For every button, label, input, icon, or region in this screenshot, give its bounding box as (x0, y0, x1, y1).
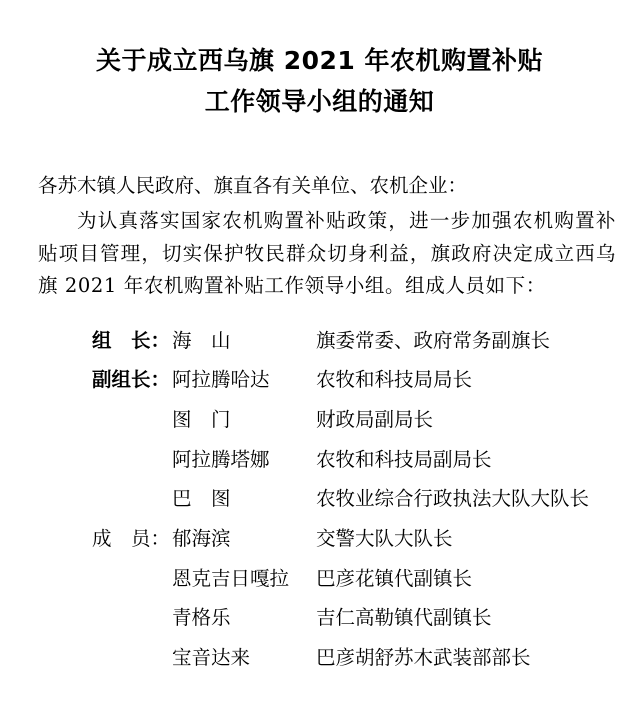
member-name: 海 山 (172, 329, 231, 352)
member-position: 农牧和科技局副局长 (316, 448, 492, 471)
member-name: 青格乐 (172, 606, 231, 629)
member-position: 巴彦花镇代副镇长 (316, 567, 473, 590)
member-row (0, 524, 639, 554)
member-position: 旗委常委、政府常务副旗长 (316, 329, 551, 352)
member-position: 农牧业综合行政执法大队大队长 (316, 487, 590, 510)
document-title-line-2: 工作领导小组的通知 (204, 87, 435, 116)
member-name: 郁海滨 (172, 527, 231, 550)
member-name: 恩克吉日嘎拉 (172, 567, 290, 590)
member-name: 巴 图 (172, 487, 231, 510)
member-row (0, 365, 639, 395)
member-role: 成 员： (92, 527, 171, 550)
document-title-line-1: 关于成立西乌旗 2021 年农机购置补贴 (96, 46, 543, 75)
body-paragraph: 为认真落实国家农机购置补贴政策，进一步加强农机购置补贴项目管理，切实保护牧民群众切身利益，旗政府决定成立西乌旗 2021 年农机购置补贴工作领导小组。组成人员如下： (38, 209, 616, 297)
member-name: 阿拉腾哈达 (172, 368, 270, 391)
member-row (0, 405, 639, 435)
member-name: 宝音达来 (172, 646, 251, 669)
member-position: 财政局副局长 (316, 408, 434, 431)
member-position: 巴彦胡舒苏木武装部部长 (316, 646, 531, 669)
member-role: 组 长： (92, 329, 171, 352)
member-row (0, 643, 639, 673)
member-row (0, 603, 639, 633)
member-position: 交警大队大队长 (316, 527, 453, 550)
member-row (0, 484, 639, 514)
salutation: 各苏木镇人民政府、旗直各有关单位、农机企业： (38, 174, 468, 197)
member-role: 副组长： (92, 368, 171, 391)
member-position: 吉仁高勒镇代副镇长 (316, 606, 492, 629)
member-row (0, 564, 639, 594)
member-name: 阿拉腾塔娜 (172, 448, 270, 471)
member-row (0, 445, 639, 475)
member-row (0, 326, 639, 356)
member-name: 图 门 (172, 408, 231, 431)
member-position: 农牧和科技局局长 (316, 368, 473, 391)
